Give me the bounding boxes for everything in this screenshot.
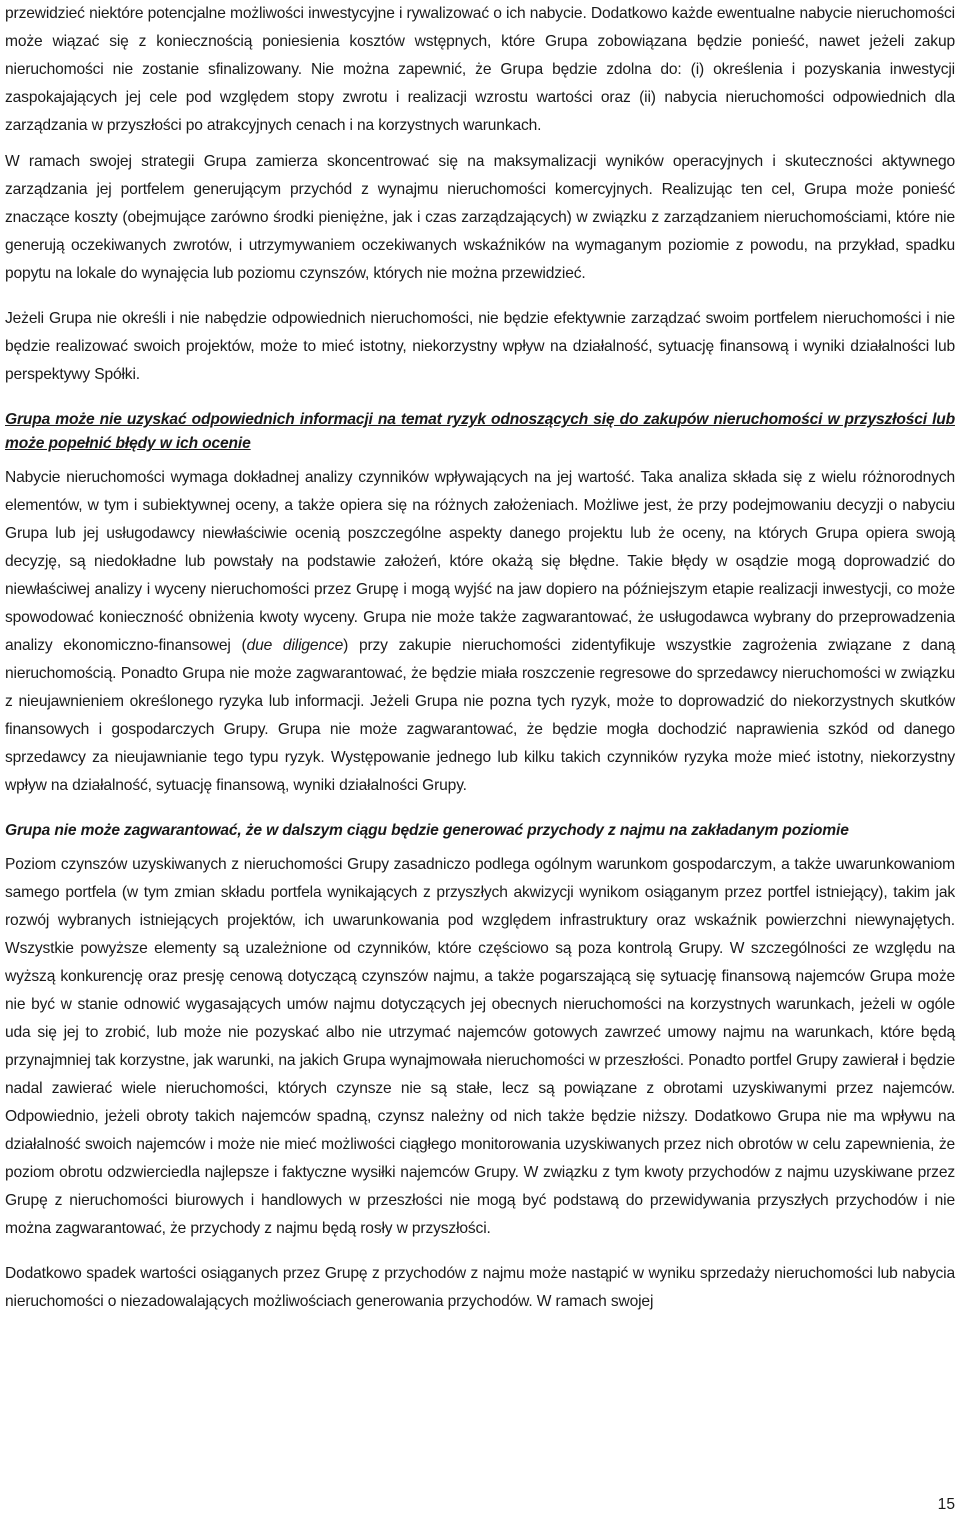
paragraph-rent-levels: Poziom czynszów uzyskiwanych z nieruchomości Grupy zasadniczo podlega ogólnym warunkom gospodarczym, a także uwarunkowaniom samego portfela (w tym zmian składu portfela wynikających z przyszłych akwizycji wynikom osiąganym przez portfel istniejący), takim jak rozwój wybranych istniejących projektów, ich uwarunkowania pod względem infrastruktury oraz wskaźnik powierzchni niewynajętych. Wszystkie powyższe elementy są uzależnione od czynników, które częściowo są poza kontrolą Grupy. W szczególności ze względu na wyższą konkurencję oraz presję cenową dotyczącą czynszów najmu, a także pogarszającą się sytuację finansową najemców Grupa może nie być w stanie odnowić wygasających umów najmu dotyczących jej obecnych nieruchomości na korzystnych warunkach, jeżeli w ogóle uda się jej to zrobić, lub może nie pozyskać albo nie utrzymać najemców gotowych zawrzeć umowy najmu na warunkach, które będą przynajmniej tak korzystne, jak warunki, na jakich Grupa wynajmowała nieruchomości w przeszłości. Ponadto portfel Grupy zawierał i będzie nadal zawierać wiele nieruchomości, których czynsze nie są stałe, lecz są powiązane z obrotami uzyskiwanymi przez najemców. Odpowiednio, jeżeli obroty takich najemców spadną, czynsz należny od nich także będzie niższy. Dodatkowo Grupa nie ma wpływu na działalność swoich najemców i może nie mieć możliwości ciągłego monitorowania uzyskiwanych przez nich obrotów w celu zapewnienia, że poziom obrotu odzwierciedla najlepsze i faktyczne wysiłki najemców Grupy. W związku z tym kwoty przychodów z najmu uzyskiwane przez Grupę z nieruchomości biurowych i handlowych w przeszłości nie mogą być podstawą do przewidywania przyszłych przychodów i nie można zagwarantować, że przychody z najmu będą rosły w przyszłości. <box>5 856 955 1237</box>
page-number: 15 <box>937 1496 955 1513</box>
paragraph-gap <box>5 288 955 305</box>
paragraph-strategy: W ramach swojej strategii Grupa zamierza skoncentrować się na maksymalizacji wyników operacyjnych i skuteczności aktywnego zarządzania jej portfelem generującym przychód z wynajmu nieruchomości komercyjnych. Realizując ten cel, Grupa może ponieść znaczące koszty (obejmujące zarówno środki pieniężne, jak i czas zarządzających) w związku z zarządzaniem nieruchomościami, które nie generują oczekiwanych zwrotów, i utrzymywaniem oczekiwanych wskaźników na wymaganym poziomie z powodu, na przykład, spadku popytu na lokale do wynajęcia lub poziomu czynszów, których nie można przewidzieć. <box>5 153 955 282</box>
paragraph-text: ) przy zakupie nieruchomości zidentyfikuje wszystkie zagrożenia związane z daną nieruchomością. Ponadto Grupa nie może zagwarantować, że będzie miała roszczenie regresowe do sprzedawcy nieruchomości w związku z nieujawnieniem określonego ryzyka lub informacji. Jeżeli Grupa nie pozna tych ryzyk, może to doprowadzić do niekorzystnych skutków finansowych i gospodarczych Grupy. Grupa nie może zagwarantować, że będzie mogła dochodzić naprawienia szkód od danego sprzedawcy za nieujawnianie tego typu ryzyk. Występowanie jednego lub kilku takich czynników ryzyka może mieć istotny, niekorzystny wpływ na działalność, sytuację finansową, wyniki działalności Grupy. <box>5 637 956 794</box>
paragraph-gap <box>5 389 955 408</box>
paragraph-gap <box>5 140 955 148</box>
section-heading-rental-income: Grupa nie może zagwarantować, że w dalszym ciągu będzie generować przychody z najmu na zakładanym poziomie <box>5 822 849 839</box>
document-page <box>5 0 955 1316</box>
section-heading-information-risk: Grupa może nie uzyskać odpowiednich informacji na temat ryzyk odnoszących się do zakupów nieruchomości w przyszłości lub może popełnić błędy w ich ocenie <box>5 411 955 452</box>
paragraph-text: Nabycie nieruchomości wymaga dokładnej analizy czynników wpływających na jej wartość. Taka analiza składa się z wielu różnorodnych elementów, w tym i subiektywnej oceny, a także opiera się na różnych założeniach. Możliwe jest, że przy podejmowaniu decyzji o nabyciu Grupa lub jej usługodawcy niewłaściwie ocenią poszczególne aspekty danego projektu lub że oceny, na których Grupa opiera swoją decyzję, są niedokładne lub powstały na podstawie założeń, które okażą się błędne. Takie błędy w osądzie mogą doprowadzić do niewłaściwej analizy i wyceny nieruchomości przez Grupę i mogą wyjść na jaw dopiero na późniejszym etapie realizacji inwestycji, co może spowodować konieczność obniżenia kwoty wyceny. Grupa nie może także zagwarantować, że usługodawca wybrany do przeprowadzenia analizy ekonomiczno-finansowej ( <box>5 469 955 654</box>
paragraph-gap <box>5 1243 955 1260</box>
paragraph-acquisition-opportunities: przewidzieć niektóre potencjalne możliwości inwestycyjne i rywalizować o ich nabycie. Dodatkowo każde ewentualne nabycie nieruchomości może wiązać się z koniecznością poniesienia kosztów wstępnych, które Grupa zobowiązana będzie ponieść, nawet jeżeli zakup nieruchomości nie zostanie sfinalizowany. Nie można zapewnić, że Grupa będzie zdolna do: (i) określenia i pozyskania inwestycji zaspokajających jej cele pod względem stopy zwrotu i realizacji wzrostu wartości oraz (ii) nabycia nieruchomości odpowiednich dla zarządzania w przyszłości po atrakcyjnych cenach i na korzystnych warunkach. <box>5 5 955 134</box>
paragraph-rental-decline: Dodatkowo spadek wartości osiąganych przez Grupę z przychodów z najmu może nastąpić w wyniku sprzedaży nieruchomości lub nabycia nieruchomości o niezadowalających możliwościach generowania przychodów. W ramach swojej <box>5 1265 955 1310</box>
paragraph-acquisition-analysis <box>5 464 955 800</box>
paragraph-gap <box>5 456 955 464</box>
paragraph-gap <box>5 800 955 819</box>
paragraph-portfolio-risk: Jeżeli Grupa nie określi i nie nabędzie odpowiednich nieruchomości, nie będzie efektywnie zarządzać swoim portfelem nieruchomości i nie będzie realizować swoich projektów, może to mieć istotny, niekorzystny wpływ na działalność, sytuację finansową i wyniki działalności lub perspektywy Spółki. <box>5 310 955 383</box>
italic-term: due diligence <box>246 637 344 654</box>
paragraph-gap <box>5 843 955 851</box>
